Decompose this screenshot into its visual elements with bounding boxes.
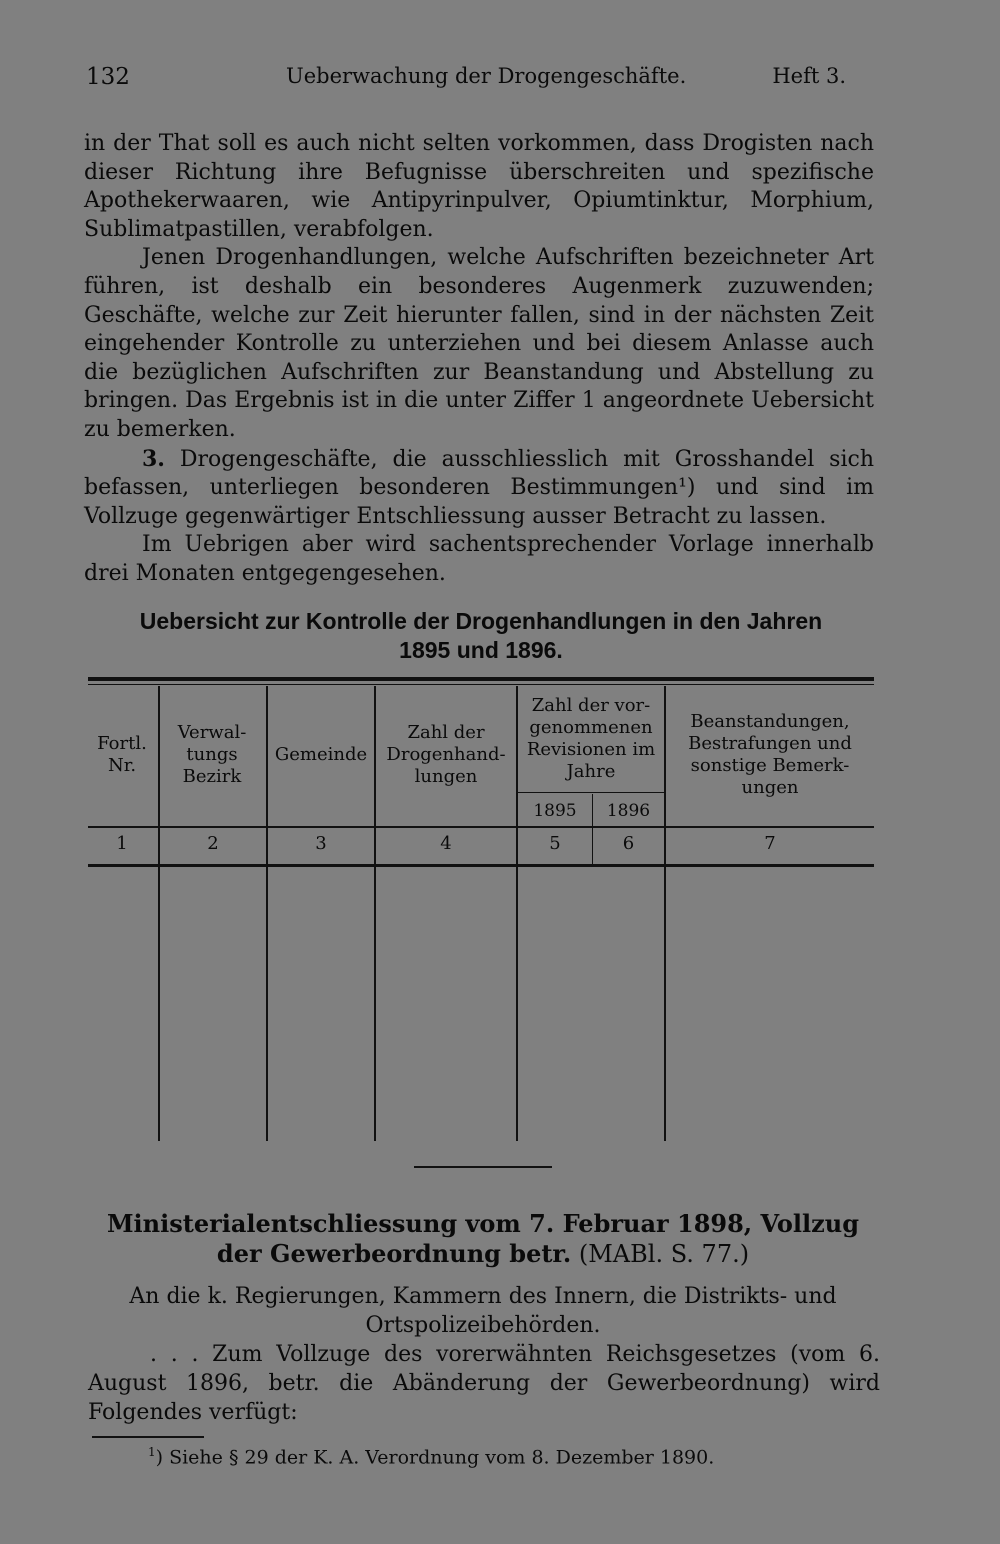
table-caption-line-2: 1895 und 1896.	[399, 637, 563, 663]
column-number-2: 2	[207, 833, 219, 854]
page-header	[86, 64, 846, 98]
page-number: 132	[86, 64, 130, 90]
decree-title	[88, 1209, 878, 1269]
decree-body-paragraph: . . . Zum Vollzuge des vorerwähnten Reichsgesetzes (vom 6. August 1896, betr. die Abänderung der Gewerbeordnung) wird Folgendes verfügt:	[88, 1342, 880, 1425]
header-gemeinde: Gemeinde	[274, 744, 368, 765]
decree-title-bold: Ministerialentschliessung vom 7. Februar 1898, Vollzug der Gewerbeordnung betr.	[106, 1209, 860, 1268]
header-verwaltungs-bezirk: Verwal-tungs Bezirk	[177, 722, 247, 787]
table-caption-line-1: Uebersicht zur Kontrolle der Drogenhandlungen in den Jahren	[139, 608, 823, 634]
table-vline-3	[374, 686, 376, 1141]
header-year-1895: 1895	[533, 801, 577, 821]
paragraph-3	[84, 445, 874, 532]
paragraph-4: Im Uebrigen aber wird sachentsprechender Vorlage innerhalb drei Monaten entgegengesehen.	[84, 532, 874, 586]
table-vline-6	[664, 686, 666, 1141]
table-vline-5	[592, 794, 593, 864]
column-number-5: 5	[549, 833, 561, 854]
decree-body	[88, 1340, 880, 1427]
running-title: Ueberwachung der Drogengeschäfte.	[286, 64, 687, 88]
table-number-rule	[88, 864, 874, 867]
table-header-rule	[88, 826, 874, 828]
header-zahl-drogenhandlungen: Zahl der Drogenhand-lungen	[386, 722, 506, 787]
table-vline-1	[158, 686, 160, 1141]
header-revisionen: Zahl der vor-genommenen Revisionen im Jahre	[526, 695, 656, 782]
footnote	[148, 1445, 714, 1468]
header-beanstandungen: Beanstandungen, Bestrafungen und sonstige Bemerk-ungen	[688, 711, 852, 798]
section-separator	[414, 1166, 552, 1168]
issue-number: Heft 3.	[772, 64, 846, 88]
table-top-rule-thin	[88, 684, 874, 685]
body-text	[84, 130, 874, 589]
paragraph-3-text: Drogengeschäfte, die ausschliesslich mit Grosshandel sich befassen, unterliegen besonderen Bestimmungen¹) und sind im Vollzuge gegenwärtiger Entschliessung ausser Betracht zu lassen.	[84, 446, 874, 529]
table-caption	[86, 607, 876, 665]
column-number-4: 4	[440, 833, 452, 854]
table-vline-2	[266, 686, 268, 1141]
paragraph-2: Jenen Drogenhandlungen, welche Aufschriften bezeichneter Art führen, ist deshalb ein besonderes Augenmerk zuzuwenden; Geschäfte, welche zur Zeit hierunter fallen, sind in der nächsten Zeit eingehender Kontrolle zu unterziehen und bei diesem Anlasse auch die bezüglichen Aufschriften zur Beanstandung und Abstellung zu bringen. Das Ergebnis ist in die unter Ziffer 1 angeordnete Uebersicht zu bemerken.	[84, 245, 874, 442]
table-year-rule	[518, 792, 664, 793]
table-top-rule	[88, 677, 874, 681]
footnote-marker: 1	[148, 1445, 156, 1459]
footnote-text: ) Siehe § 29 der K. A. Verordnung vom 8. Dezember 1890.	[155, 1446, 715, 1469]
column-number-7: 7	[764, 833, 776, 854]
column-number-1: 1	[116, 833, 128, 854]
header-year-1896: 1896	[606, 801, 651, 821]
table-vline-4	[516, 686, 518, 1141]
paragraph-1: in der That soll es auch nicht selten vorkommen, dass Drogisten nach dieser Richtung ihre Befugnisse überschreiten und spezifische Apothekerwaaren, wie Antipyrinpulver, Opiumtinktur, Morphium, Sublimatpastillen, verabfolgen.	[84, 131, 874, 242]
column-number-3: 3	[315, 833, 327, 854]
column-number-6: 6	[622, 833, 635, 854]
footnote-rule	[92, 1436, 204, 1438]
item-number: 3.	[142, 445, 165, 472]
decree-addressees: An die k. Regierungen, Kammern des Innern, die Distrikts- und Ortspolizeibehörden.	[129, 1284, 837, 1338]
header-fortl-nr: Fortl. Nr.	[97, 733, 147, 776]
decree-title-reference: (MABl. S. 77.)	[578, 1240, 750, 1268]
